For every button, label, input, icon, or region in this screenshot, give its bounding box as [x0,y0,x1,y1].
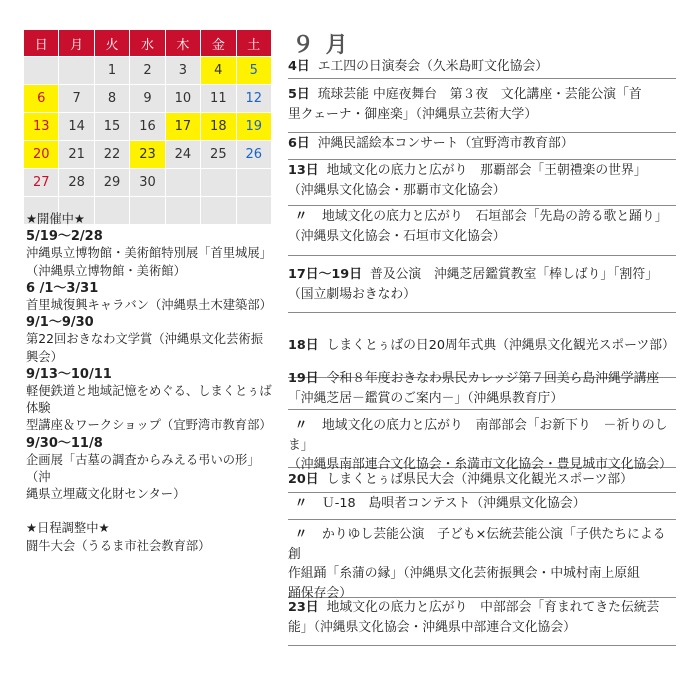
ongoing-item-text: 第22回おきなわ文学賞（沖縄県文化芸術振 [26,332,263,347]
calendar-day: 17 [165,113,200,141]
calendar-day: 5 [236,57,271,85]
event-item [288,57,676,79]
event-text: Ｕ-18 島唄者コンテスト（沖縄県文化協会） [322,496,586,511]
event-text: エ工四の日演奏会（久米島町文化協会） [317,59,549,74]
event-date: 6日 [288,136,310,151]
calendar-week-row [24,85,272,113]
weekday-mon: 月 [59,30,94,57]
ongoing-item-text: 軽便鉄道と地域記憶をめぐる、しまくとぅば体験 [26,384,272,416]
event-text: 沖縄民謡絵本コンサート（宜野湾市教育部） [317,136,574,151]
calendar-day [24,57,59,85]
calendar-day: 27 [24,169,59,197]
ongoing-list [26,228,276,503]
weekday-wed: 水 [130,30,165,57]
event-line [288,181,676,201]
event-text: かりゆし芸能公演 子ども×伝統芸能公演「子供たちによる創 [288,527,666,562]
event-text: 地域文化の底力と広がり 南部部会「お新下り －祈りのしま」 [288,418,668,453]
calendar-day: 4 [201,57,236,85]
calendar [23,29,272,225]
event-text: （沖縄県文化協会・石垣市文化協会） [288,228,506,244]
event-line [288,598,676,618]
event-line [288,389,676,409]
calendar-day: 11 [201,85,236,113]
weekday-tue: 火 [94,30,129,57]
calendar-week-row [24,141,272,169]
event-text: しまくとぅば県民大会（沖縄県文化観光スポーツ部） [326,472,633,487]
ongoing-item-text: 沖縄県立博物館・美術館特別展「首里城展」 [26,246,272,261]
calendar-week-row [24,113,272,141]
event-text: 地域文化の底力と広がり 中部部会「育まれてきた伝統芸 [326,600,660,615]
event-item [288,161,676,206]
calendar-day: 30 [130,169,165,197]
ongoing-item-text: 企画展「古墓の調査からみえる弔いの形」（沖 [26,452,260,485]
calendar-day: 26 [236,141,271,169]
event-line [288,494,676,514]
event-line [288,470,676,490]
event-text: 能」（沖縄県文化協会・沖縄県中部連合文化協会） [288,619,576,635]
event-line [288,161,676,181]
event-item [288,369,676,410]
ongoing-item-text: 首里城復興キャラバン（沖縄県土木建築部） [26,298,272,313]
ongoing-item-date: 9/30～11/8 [26,435,103,451]
pending-list [26,538,276,555]
ongoing-item-text: （沖縄県立博物館・美術館） [26,263,186,278]
event-date: 19日 [288,371,319,386]
event-date: 〃 [294,496,308,511]
calendar-day: 9 [130,85,165,113]
ongoing-title: ★開催中★ [26,212,85,226]
ongoing-item-text: 縄県立埋蔵文化財センター） [26,487,186,502]
event-line [288,134,676,154]
ongoing-item-date: 6 /1～3/31 [26,280,99,296]
event-line [288,618,676,638]
event-text: 里クェーナ・御座楽」（沖縄県立芸術大学） [288,106,538,122]
weekday-sun: 日 [24,30,59,57]
ongoing-item-text: 型講座＆ワークショップ（宜野湾市教育部） [26,418,272,433]
event-line [288,227,676,247]
calendar-day: 19 [236,113,271,141]
event-text: （沖縄県文化協会・那覇市文化協会） [288,182,506,198]
event-line [288,525,676,564]
event-text: 琉球芸能 中庭夜舞台 第３夜 文化講座・芸能公演「首 [317,87,642,102]
calendar-day: 2 [130,57,165,85]
month-heading: ９ 月 [292,33,350,58]
left-info-panel [26,211,276,555]
event-text: （国立劇場おきなわ） [288,286,416,302]
calendar-day: 28 [59,169,94,197]
calendar-day: 1 [94,57,129,85]
calendar-day: 18 [201,113,236,141]
event-text: 踊保存会） [288,585,352,601]
event-text: 普及公演 沖縄芝居鑑賞教室「棒しばり」「割符」 [370,267,658,282]
calendar-day: 25 [201,141,236,169]
calendar-day [236,169,271,197]
calendar-week-row [24,169,272,197]
event-date: 13日 [288,163,319,178]
calendar-day: 12 [236,85,271,113]
calendar-day: 20 [24,141,59,169]
event-text: 地域文化の底力と広がり 那覇部会「王朝禮楽の世界」 [326,163,647,178]
calendar-day [201,169,236,197]
calendar-day: 16 [130,113,165,141]
event-text: （沖縄県南部連合文化協会・糸満市文化協会・豊見城市文化協会） [288,457,672,472]
calendar-day [165,169,200,197]
calendar-day: 7 [59,85,94,113]
event-text: 令和８年度おきなわ県民カレッジ第７回美ら島沖縄学講座 [326,371,660,386]
event-date: 〃 [294,527,308,542]
event-line [288,336,676,356]
event-item [288,494,676,520]
pending-item: 闘牛大会（うるま市社会教育部） [26,538,211,553]
event-item [288,265,676,313]
event-item [288,470,676,493]
ongoing-item-text: 興会） [26,349,63,364]
ongoing-item-date: 9/13～10/11 [26,366,112,382]
calendar-day: 6 [24,85,59,113]
event-line [288,105,676,125]
event-date: 17日～19日 [288,267,363,282]
event-text: しまくとぅばの日20周年式典（沖縄県文化観光スポーツ部） [326,338,675,353]
event-text: 地域文化の底力と広がり 石垣部会「先島の誇る歌と踊り」 [322,209,668,224]
event-line [288,207,676,227]
calendar-day: 24 [165,141,200,169]
calendar-day: 21 [59,141,94,169]
pending-title: ★日程調整中★ [26,521,110,536]
event-line [288,416,676,455]
event-item [288,85,676,133]
calendar-body [24,57,272,225]
weekday-sat: 土 [236,30,271,57]
event-line [288,265,676,285]
event-date: 18日 [288,338,319,353]
calendar-day: 15 [94,113,129,141]
calendar-week-row [24,57,272,85]
calendar-day: 29 [94,169,129,197]
calendar-day: 23 [130,141,165,169]
calendar-day: 3 [165,57,200,85]
event-item [288,207,676,256]
event-date: 23日 [288,600,319,615]
event-line [288,285,676,305]
event-date: 20日 [288,472,319,487]
event-date: 4日 [288,59,310,74]
event-text: 「沖縄芝居－鑑賞のご案内－」（沖縄県教育庁） [288,390,564,406]
calendar-day: 8 [94,85,129,113]
event-line [288,369,676,389]
spacer [26,503,276,520]
event-date: 〃 [294,209,308,224]
event-item [288,525,676,601]
event-text: 作組踊「糸蒲の縁」（沖縄県文化芸術振興会・中城村南上原組 [288,566,640,581]
event-line [288,85,676,105]
event-date: 5日 [288,87,310,102]
calendar-weekday-row [24,30,272,57]
calendar-day: 10 [165,85,200,113]
ongoing-item-date: 9/1～9/30 [26,315,94,331]
event-item [288,134,676,160]
ongoing-item-date: 5/19～2/28 [26,229,103,245]
event-line [288,57,676,77]
calendar-day: 13 [24,113,59,141]
weekday-fri: 金 [201,30,236,57]
calendar-day: 22 [94,141,129,169]
event-line [288,564,676,584]
event-item [288,416,676,472]
event-date: 〃 [294,418,308,433]
event-item [288,598,676,646]
weekday-thu: 木 [165,30,200,57]
calendar-day [59,57,94,85]
calendar-day: 14 [59,113,94,141]
